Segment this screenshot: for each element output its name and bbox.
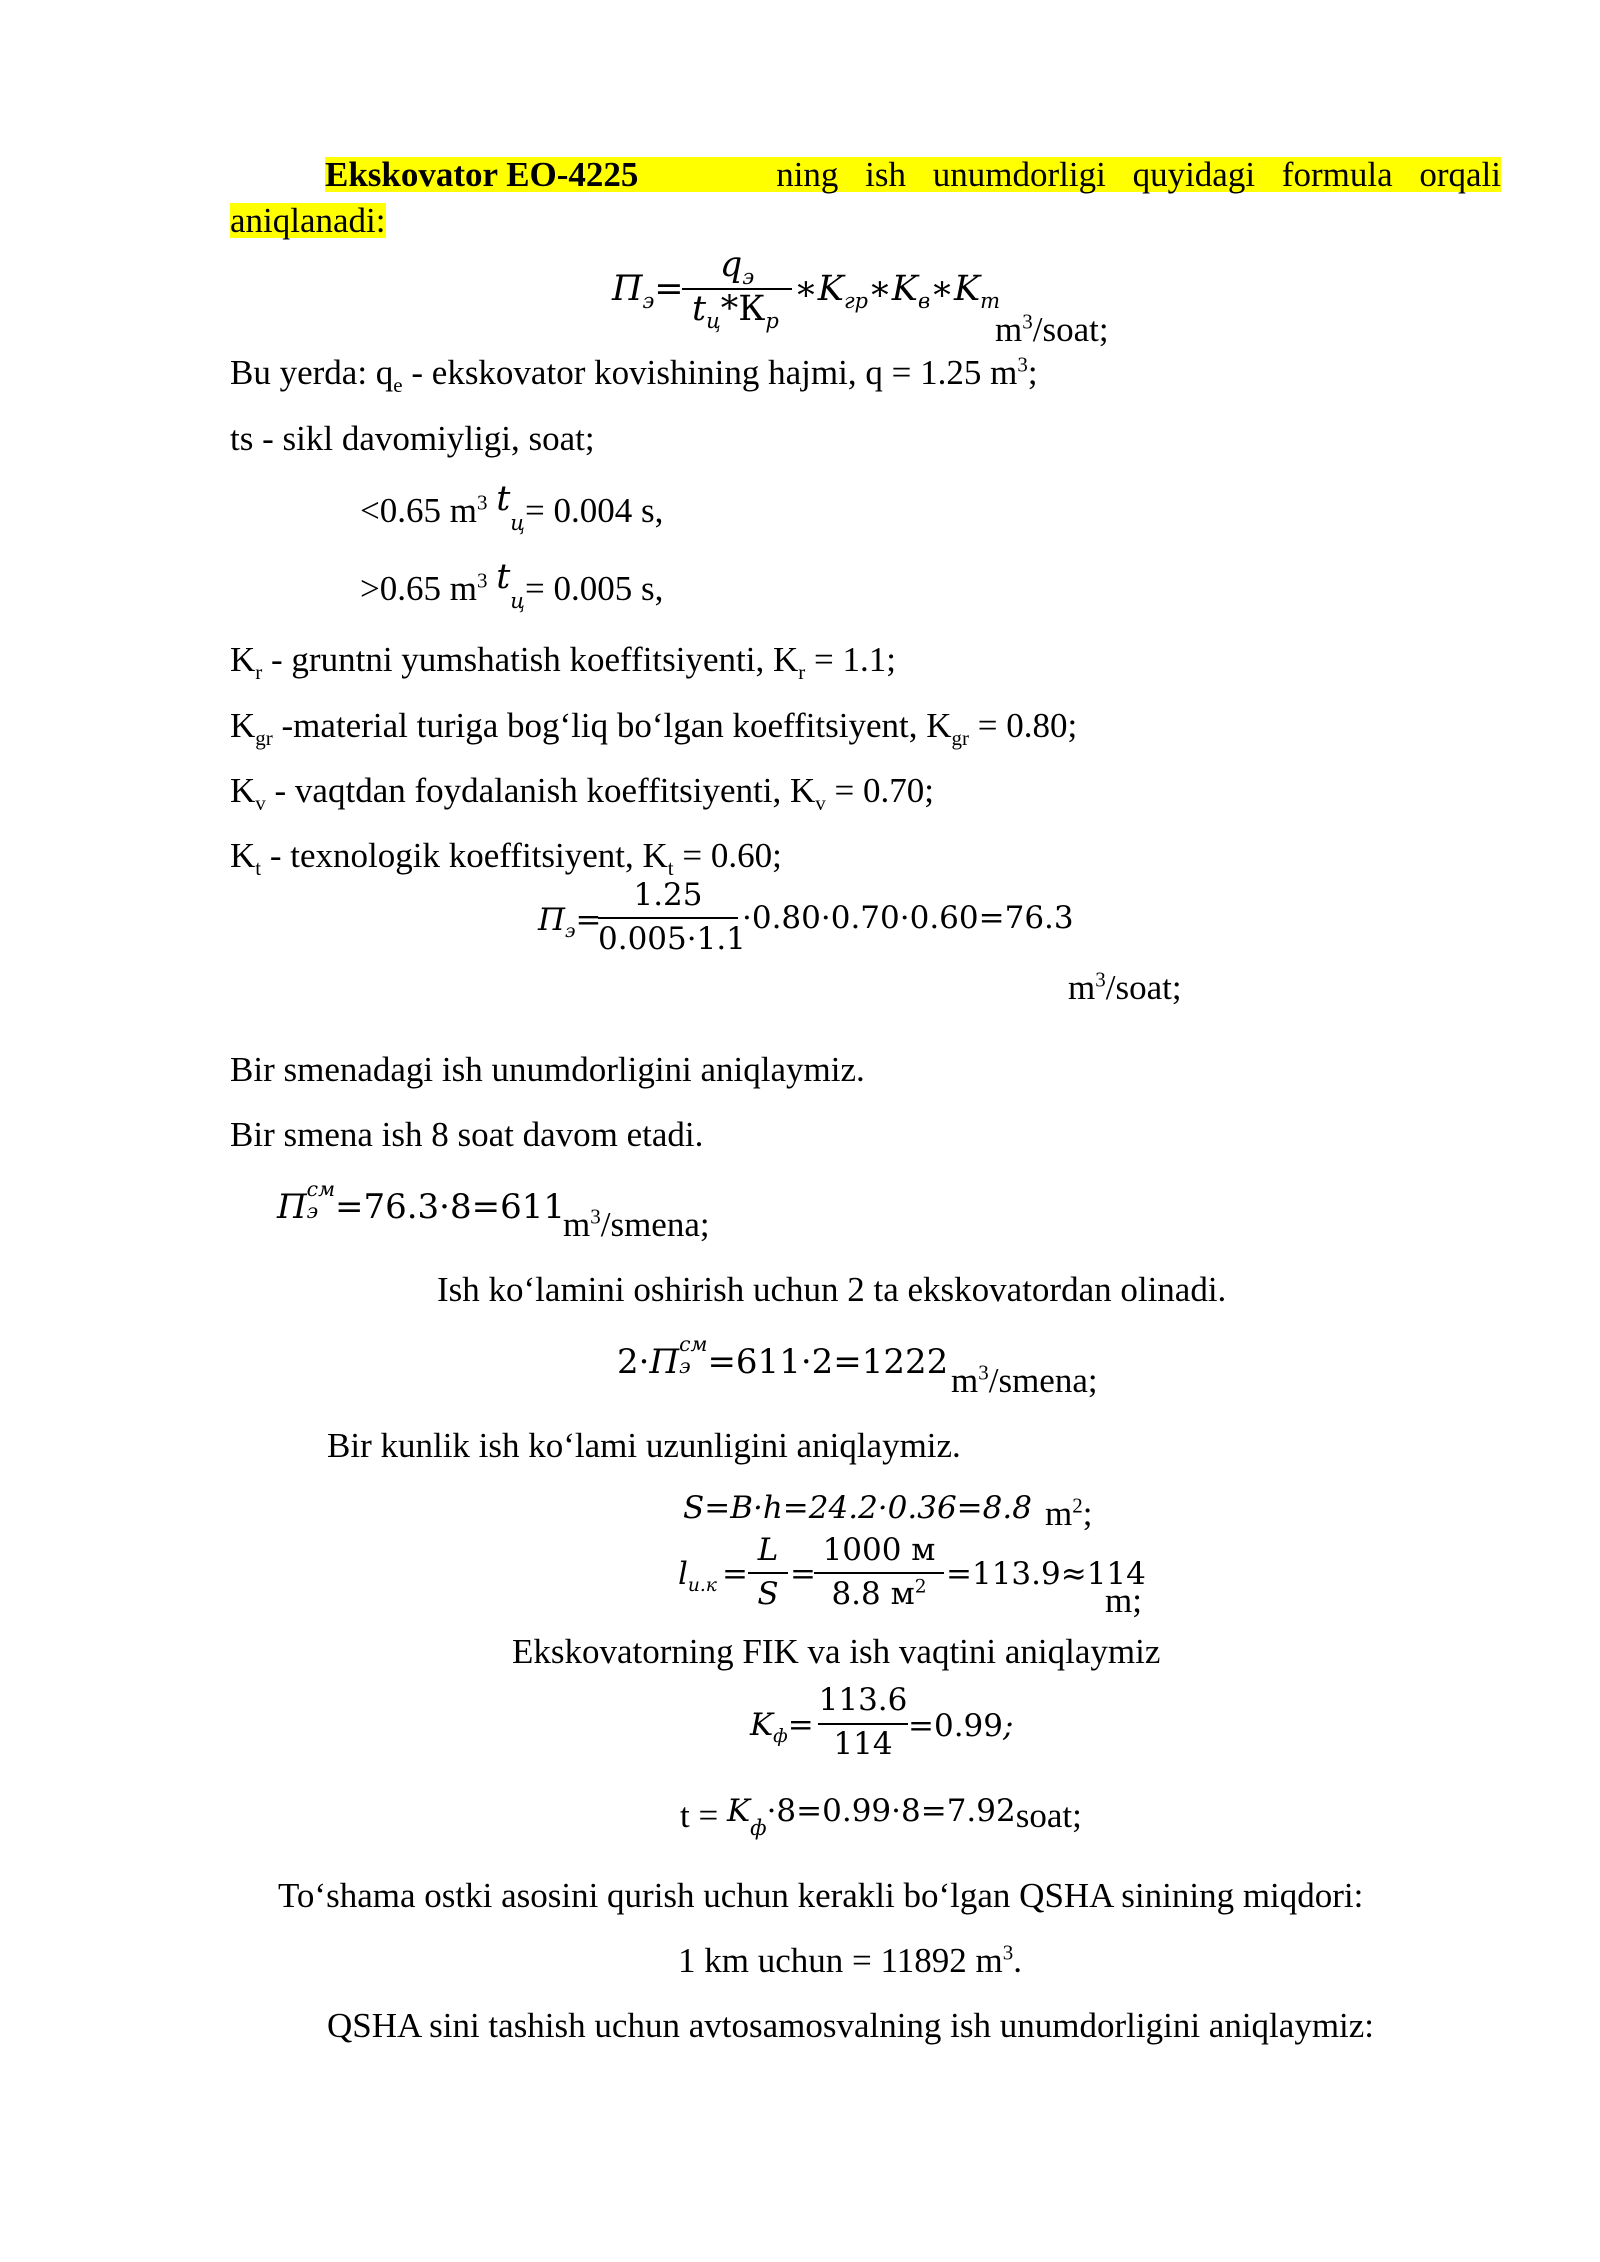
tail-line-2: 1 km uchun = 11892 $m^3$. [678, 1940, 1022, 1980]
intro-text: ning ish unumdorligi quyidagi formula orqali [776, 155, 1501, 194]
def-kr: $K_r$ - gruntni yumshatish koeffitsiyenti, $K_r = 1.1$; [230, 640, 896, 684]
area-formula: S=B·h=24.2·0.36=8.8 [683, 1490, 1032, 1526]
def-qe: Bu yerda: $q_e$ - ekskovator kovishining hajmi, q = 1.25 $m^3$; [230, 352, 1038, 397]
def-kv: $K_v$ - vaqtdan foydalanish koeffitsiyenti, $K_v = 0.70$; [230, 771, 935, 815]
fik-line-1: Ekskovatorning FIK va ish vaqtini aniqlaymiz [512, 1632, 1161, 1671]
shift-formula-unit: $m^3$/smena; [563, 1204, 710, 1244]
intro-line-1 [325, 157, 1501, 192]
shift-double-formula: 2·П см э =611·2=1222 [617, 1331, 949, 1382]
def-ts: ts - sikl davomiyligi, soat; [230, 419, 595, 458]
formula2-unit: $m^3$/soat; [1068, 967, 1182, 1007]
excavator-title: Ekskovator EO-4225 [325, 155, 639, 194]
shift-line-3: Ish ko‘lamini oshirish uchun 2 ta ekskovatordan olinadi. [437, 1270, 1227, 1309]
tail-line-3: QSHA sini tashish uchun avtosamosvalning ish unumdorligini aniqlaymiz: [327, 2006, 1375, 2045]
intro-line-2: aniqlanadi: [230, 201, 386, 240]
tail-line-1: To‘shama ostki asosini qurish uchun kerakli bo‘lgan QSHA sinining miqdori: [278, 1876, 1364, 1915]
shift-line-1: Bir smenadagi ish unumdorligini aniqlaymiz. [230, 1050, 865, 1089]
formula1-unit: $m^3$/soat; [995, 309, 1109, 349]
def-lt: <0.65 $m^3$ $t_ц= 0.004$ s, [360, 479, 664, 535]
def-kgr: $K_{gr}$ -material turiga bog‘liq bo‘lgan koeffitsiyent, $K_{gr} = 0.80$; [230, 706, 1078, 750]
shift-formula: П см э =76.3·8=611 [277, 1176, 565, 1227]
length-formula-unit: m; [1105, 1581, 1142, 1620]
def-kt: $K_t$ - texnologik koeffitsiyent, $K_t = 0.60$; [230, 836, 782, 880]
time-formula: $t = K_ф\cdot 8=0.99\cdot 8=7.92soat$; [680, 1793, 1082, 1840]
def-gt: >0.65 $m^3$ $t_ц= 0.005$ s, [360, 557, 664, 613]
shift-double-unit: $m^3$/smena; [951, 1360, 1098, 1400]
shift-line-2: Bir smena ish 8 soat davom etadi. [230, 1115, 704, 1154]
daily-line-1: Bir kunlik ish ko‘lami uzunligini aniqlaymiz. [327, 1426, 961, 1465]
area-formula-unit: $m^2$; [1045, 1493, 1093, 1533]
